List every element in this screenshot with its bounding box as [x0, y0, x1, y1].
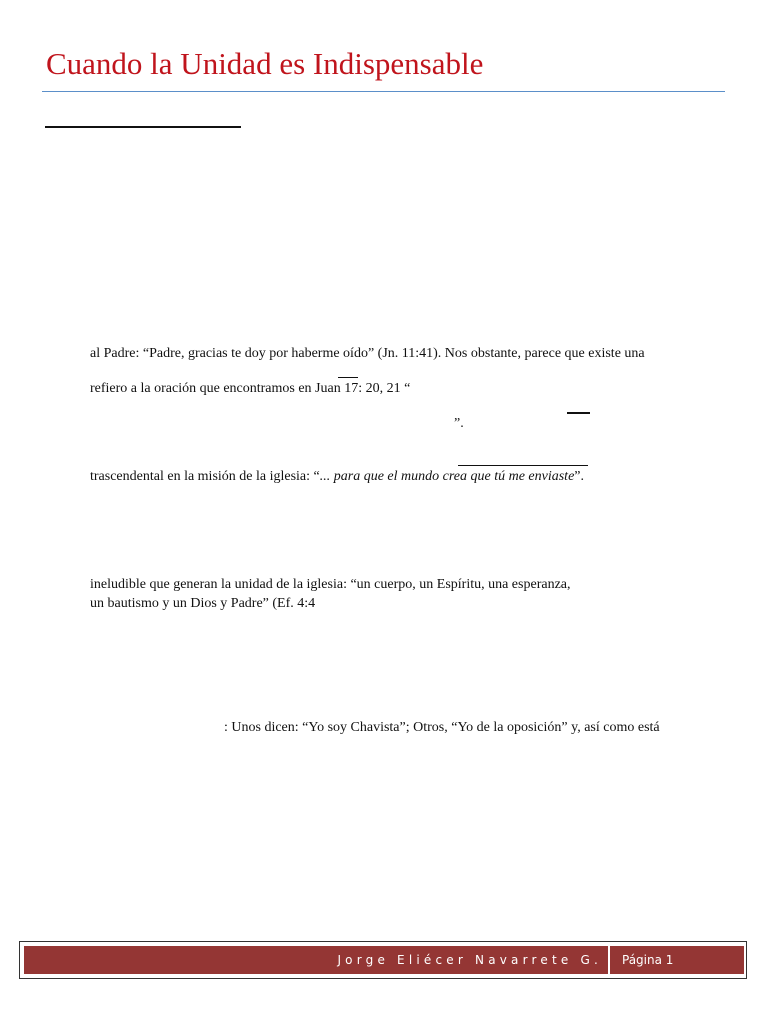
- paragraph-6: : Unos dicen: “Yo soy Chavista”; Otros, “Yo de la oposición” y, así como está: [224, 720, 660, 735]
- title-divider: [42, 91, 725, 92]
- overline-mark: [338, 377, 358, 378]
- paragraph-3: ”.: [454, 416, 464, 431]
- paragraph-4-prefix: trascendental en la misión de la iglesia: “: [90, 469, 320, 484]
- paragraph-5-line-1: ineludible que generan la unidad de la iglesia: “un cuerpo, un Espíritu, una esperanza,: [90, 577, 571, 592]
- overline-mark: [567, 412, 590, 414]
- rule-mark: [458, 465, 588, 466]
- paragraph-4-quote: ... para que el mundo crea que tú me enviaste: [319, 469, 575, 484]
- page-title: Cuando la Unidad es Indispensable: [46, 46, 484, 81]
- paragraph-4: [90, 469, 584, 485]
- footer-author: Jorge Eliécer Navarrete G.: [337, 953, 602, 967]
- paragraph-5-line-2: un bautismo y un Dios y Padre” (Ef. 4:4: [90, 596, 316, 611]
- section-rule: [45, 126, 241, 128]
- paragraph-1: al Padre: “Padre, gracias te doy por haberme oído” (Jn. 11:41). Nos obstante, parece que existe una: [90, 346, 645, 361]
- footer-separator: [608, 946, 610, 974]
- paragraph-4-suffix: ”.: [574, 469, 584, 484]
- paragraph-2: refiero a la oración que encontramos en Juan 17: 20, 21 “: [90, 381, 411, 396]
- footer-page-number: Página 1: [622, 953, 674, 967]
